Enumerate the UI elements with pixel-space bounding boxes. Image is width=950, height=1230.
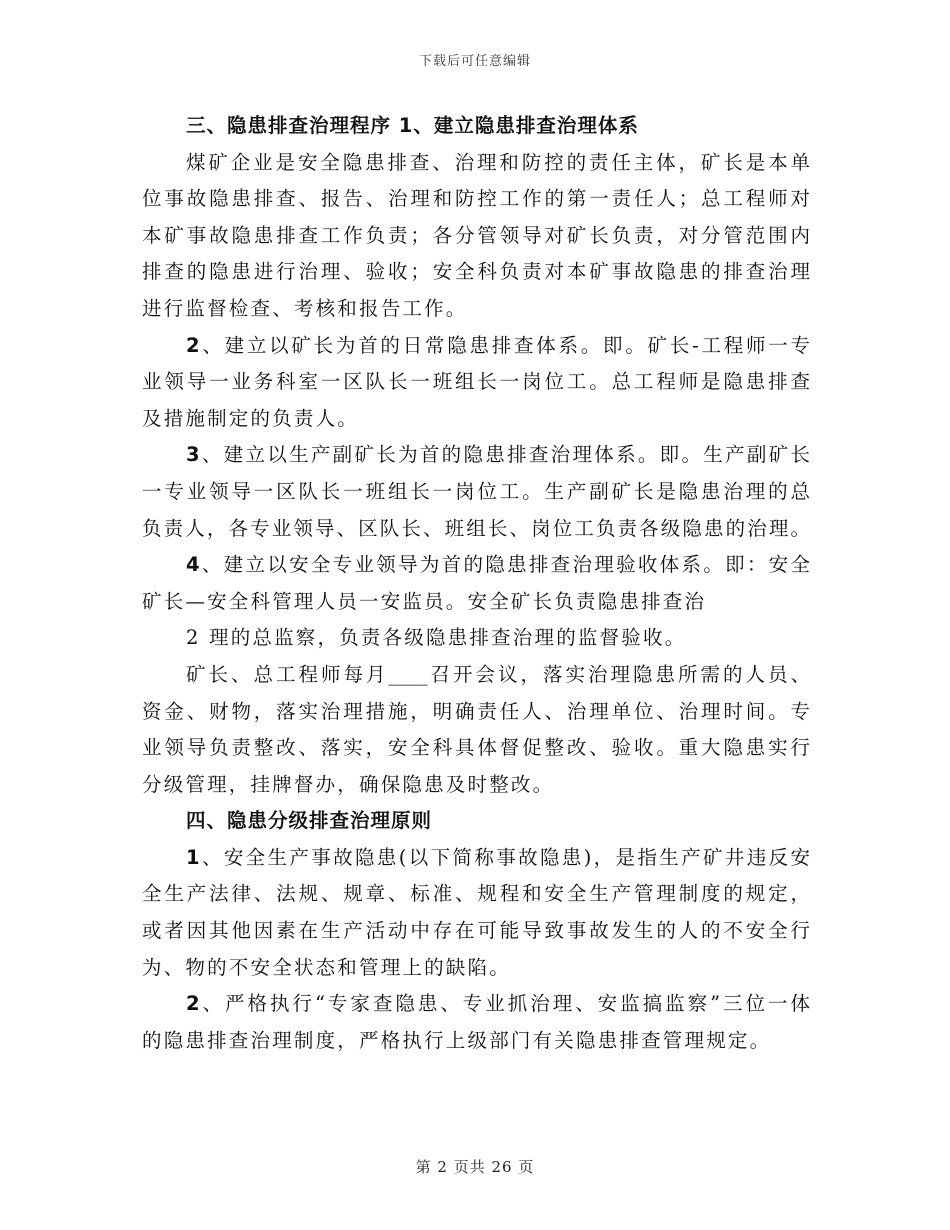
section-3-p3-line-2: 一专业领导一区队长一班组长一岗位工。生产副矿长是隐患治理的总	[142, 479, 810, 503]
section-3-p4-line-1: 4、建立以安全专业领导为首的隐患排查治理验收体系。即：安全	[186, 553, 810, 577]
item-number: 2	[186, 992, 200, 1016]
item-number: 1	[186, 845, 200, 869]
section-4-p2-line-2: 的隐患排查治理制度，严格执行上级部门有关隐患排查管理规定。	[142, 1028, 772, 1052]
page-footer: 第 2 页共 26 页	[415, 1158, 535, 1176]
item-number: 4	[186, 553, 200, 577]
section-3-p5-line-4: 分级管理，挂牌督办，确保隐患及时整改。	[142, 772, 555, 796]
item-number: 2	[186, 333, 200, 357]
section-3-p2-line-3: 及措施制定的负责人。	[142, 406, 360, 430]
section-4-heading: 四、隐患分级排查治理原则	[186, 809, 433, 833]
section-3-p1-line-1: 煤矿企业是安全隐患排查、治理和防控的责任主体，矿长是本单	[186, 150, 810, 174]
document-body	[142, 108, 810, 1059]
section-4-p1-line-2: 全生产法律、法规、规章、标准、规程和安全生产管理制度的规定，	[142, 882, 810, 906]
section-4-p1-line-4: 为、物的不安全状态和管理上的缺陷。	[142, 955, 511, 979]
section-3-p3-line-3: 负责人，各专业领导、区队长、班组长、岗位工负责各级隐患的治理。	[142, 516, 810, 540]
section-4-p1-line-3: 或者因其他因素在生产活动中存在可能导致事故发生的人的不安全行	[142, 919, 810, 943]
section-3-p5-line-2: 资金、财物，落实治理措施，明确责任人、治理单位、治理时间。专	[142, 699, 810, 723]
section-4-p1-line-1: 1、安全生产事故隐患(以下简称事故隐患)，是指生产矿井违反安	[186, 845, 810, 869]
section-3-p4-line-2: 矿长—安全科管理人员一安监员。安全矿长负责隐患排查治	[142, 589, 707, 613]
section-3-p4-line-3: 2 理的总监察，负责各级隐患排查治理的监督验收。	[186, 626, 687, 650]
section-3-p1-line-5: 进行监督检查、考核和报告工作。	[142, 296, 468, 320]
section-3-p2-line-2: 业领导一业务科室一区队长一班组长一岗位工。总工程师是隐患排查	[142, 370, 810, 394]
section-3-heading: 三、隐患排查治理程序 1、建立隐患排查治理体系	[186, 114, 639, 137]
section-3-p1-line-3: 本矿事故隐患排查工作负责；各分管领导对矿长负责，对分管范围内	[142, 223, 810, 247]
section-3-p3-line-1: 3、建立以生产副矿长为首的隐患排查治理体系。即。生产副矿长	[186, 443, 810, 467]
section-3-p5-line-1: 矿长、总工程师每月____召开会议，落实治理隐患所需的人员、	[186, 662, 810, 686]
page-header: 下载后可任意编辑	[418, 54, 531, 69]
section-4-p2-line-1: 2、严格执行“专家查隐患、专业抓治理、安监搞监察”三位一体	[186, 992, 810, 1016]
section-3-p1-line-2: 位事故隐患排查、报告、治理和防控工作的第一责任人；总工程师对	[142, 187, 810, 211]
item-number: 3	[186, 443, 200, 467]
section-3-p1-line-4: 排查的隐患进行治理、验收；安全科负责对本矿事故隐患的排查治理	[142, 260, 810, 284]
section-3-p5-line-3: 业领导负责整改、落实，安全科具体督促整改、验收。重大隐患实行	[142, 736, 810, 760]
section-3-p2-line-1: 2、建立以矿长为首的日常隐患排查体系。即。矿长-工程师一专	[186, 333, 810, 357]
